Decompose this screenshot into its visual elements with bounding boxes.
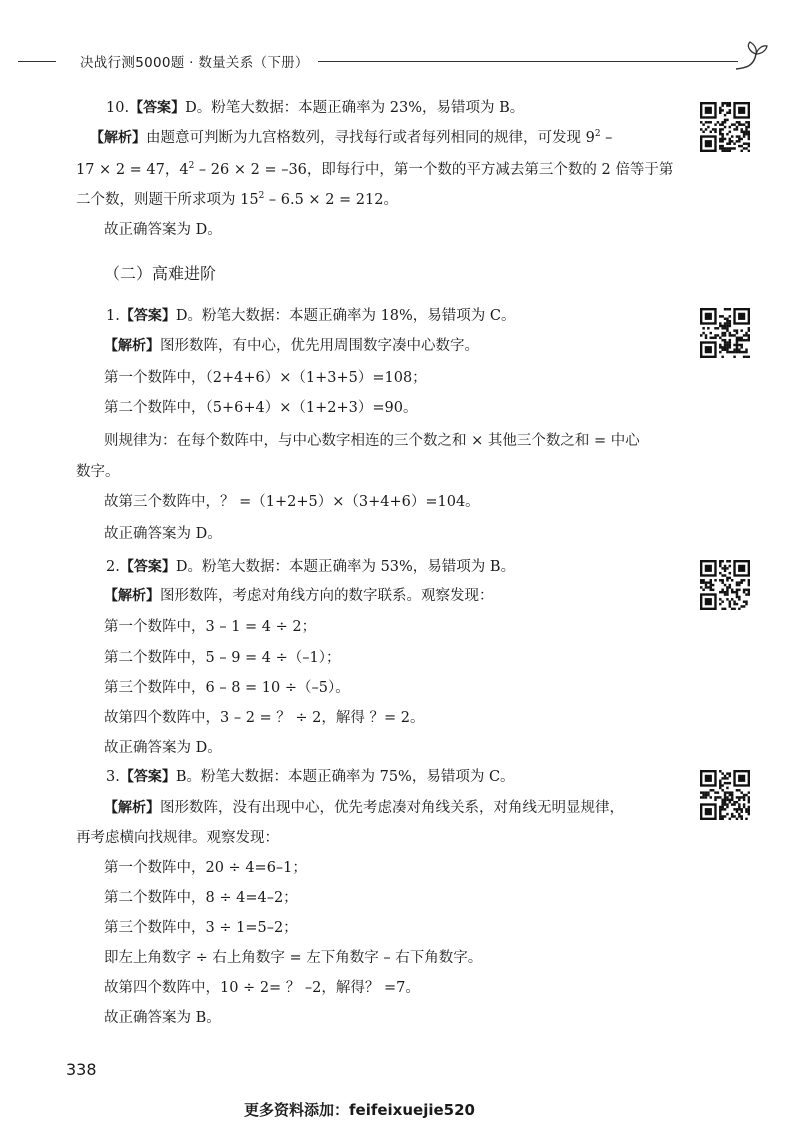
q1-conclusion: 故正确答案为 D。 [104, 526, 222, 542]
q1-explanation: 【解析】图形数阵，有中心，优先用周围数字凑中心数字。 [104, 338, 479, 354]
q3-answer-text: B。粉笔大数据：本题正确率为 75%，易错项为 C。 [175, 769, 515, 785]
q10-explanation-line1: 【解析】由题意可判断为九宫格数列，寻找每行或者每列相同的规律，可发现 $9^2$ – [90, 129, 613, 146]
qr-code-icon[interactable] [700, 770, 750, 820]
q1-line4: 数字。 [76, 464, 120, 480]
q3-line5: 故第四个数阵中，10 ÷ 2= ？ –2，解得？ =7。 [104, 980, 420, 996]
q10-answer-line [106, 98, 524, 118]
q2-line3: 第三个数阵中，6 – 8 = 10 ÷（–5）。 [104, 680, 350, 696]
explanation-label: 解析 [104, 130, 132, 146]
qr-code-icon[interactable] [700, 560, 750, 610]
q2-answer-text: D。粉笔大数据：本题正确率为 53%，易错项为 B。 [175, 559, 516, 575]
q10-number: 10. [106, 100, 130, 116]
qr-code-icon[interactable] [700, 102, 750, 152]
q3-explanation-cont: 再考虑横向找规律。观察发现： [76, 830, 279, 846]
qr-code-graphic [700, 102, 750, 152]
q1-line1: 第一个数阵中，（2+4+6）×（1+3+5）=108； [104, 370, 427, 386]
q3-explanation: 【解析】图形数阵，没有出现中心，优先考虑凑对角线关系，对角线无明显规律， [104, 800, 624, 816]
q3-line2: 第二个数阵中，8 ÷ 4=4–2； [104, 890, 298, 906]
sprout-icon [734, 40, 768, 72]
q3-line1: 第一个数阵中，20 ÷ 4=6–1； [104, 860, 307, 876]
q1-line5: 故第三个数阵中，？ =（1+2+5）×（3+4+6）=104。 [104, 494, 480, 510]
qr-code-icon[interactable] [700, 308, 750, 358]
qr-code-graphic [700, 560, 750, 610]
q2-answer-line: 2.【答案】D。粉笔大数据：本题正确率为 53%，易错项为 B。 [106, 559, 516, 575]
q10-explanation-line2: 17 × 2 = 47，$4^2 - 26 \times 2 = -36$，即每行中，第一个数的平方减去第三个数的 2 倍等于第 [76, 161, 674, 178]
q10-answer-text: D。粉笔大数据：本题正确率为 23%，易错项为 B。 [185, 100, 525, 116]
qr-code-graphic [700, 770, 750, 820]
q2-line4: 故第四个数阵中，3 – 2 = ？ ÷ 2，解得 ？= 2。 [104, 710, 425, 726]
footer-note: 更多资料添加：feifeixuejie520 [244, 1101, 475, 1119]
q1-line3: 则规律为：在每个数阵中，与中心数字相连的三个数之和 × 其他三个数之和 = 中心 [104, 433, 640, 449]
q3-answer-line: 3.【答案】B。粉笔大数据：本题正确率为 75%，易错项为 C。 [106, 769, 515, 785]
q3-conclusion: 故正确答案为 B。 [104, 1010, 221, 1026]
running-header [18, 40, 778, 80]
header-rule-left [18, 61, 56, 62]
q2-line2: 第二个数阵中，5 – 9 = 4 ÷（–1）； [104, 650, 341, 666]
q2-conclusion: 故正确答案为 D。 [104, 740, 222, 756]
q10-conclusion: 故正确答案为 D。 [104, 222, 222, 238]
q2-explanation: 【解析】图形数阵，考虑对角线方向的数字联系。观察发现： [104, 588, 494, 604]
section-heading: （二）高难进阶 [104, 264, 217, 283]
q3-line4: 即左上角数字 ÷ 右上角数字 = 左下角数字 – 右下角数字。 [104, 950, 483, 966]
answer-label: 答案 [143, 100, 172, 116]
q1-line2: 第二个数阵中，（5+6+4）×（1+2+3）=90。 [104, 400, 418, 416]
q1-answer-line: 1.【答案】D。粉笔大数据：本题正确率为 18%，易错项为 C。 [106, 308, 516, 324]
book-title: 决战行测5000题 · 数量关系（下册） [80, 55, 309, 71]
answer-bracket-close: 】 [171, 100, 186, 116]
answer-bracket-open: 【 [129, 100, 144, 116]
header-rule-right [318, 61, 738, 62]
q3-line3: 第三个数阵中，3 ÷ 1=5–2； [104, 920, 298, 936]
q10-explanation-line3: 二个数，则题干所求项为 $15^2 - 6.5 \times 2 = 212$。 [76, 191, 398, 208]
q1-answer-text: D。粉笔大数据：本题正确率为 18%，易错项为 C。 [175, 308, 516, 324]
qr-code-graphic [700, 308, 750, 358]
q2-line1: 第一个数阵中，3 – 1 = 4 ÷ 2； [104, 619, 317, 635]
page-number: 338 [66, 1060, 97, 1079]
